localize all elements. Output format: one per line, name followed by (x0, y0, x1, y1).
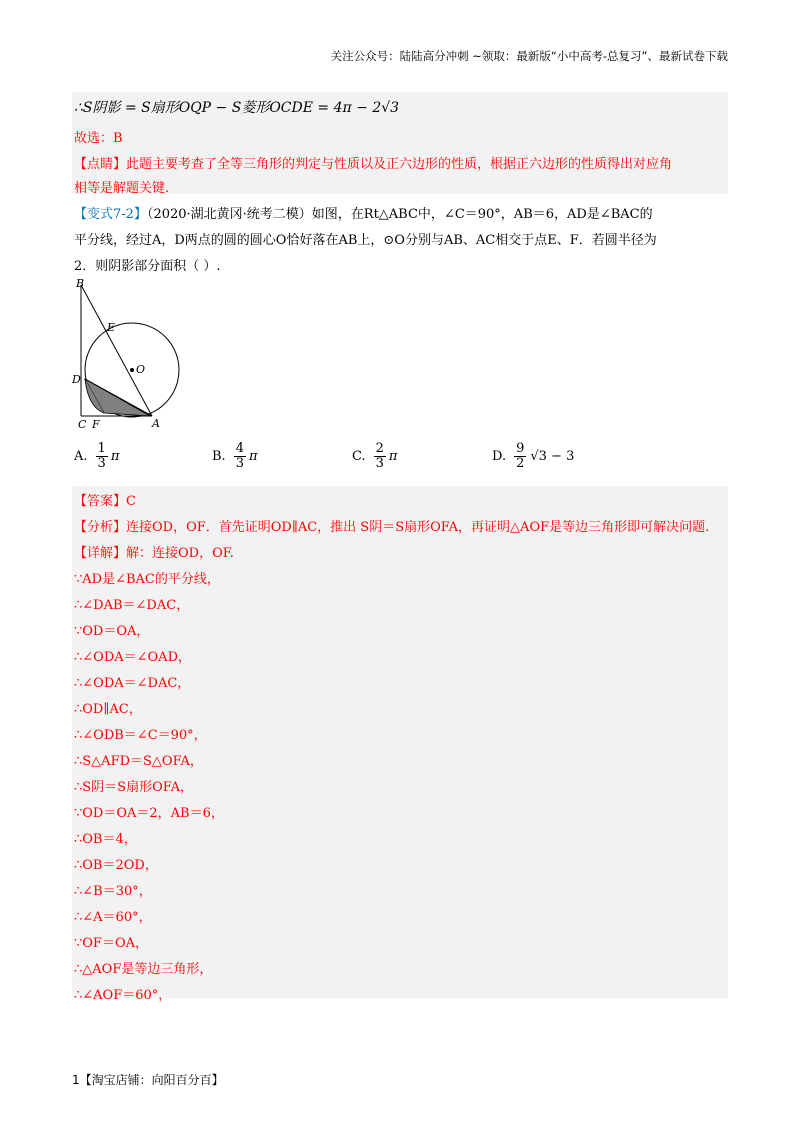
option-a-tail: π (110, 449, 120, 464)
option-a-num: 1 (97, 441, 106, 456)
detail-line: ∴S△AFD＝S△OFA， (74, 754, 203, 769)
option-c-den: 3 (375, 456, 384, 471)
detail-line: ∴S阴＝S扇形OFA， (74, 780, 194, 795)
detail-line: ∵OF＝OA， (74, 936, 148, 951)
detail-line: ∵OD＝OA＝2，AB＝6， (74, 806, 224, 821)
problem-line2: 平分线，经过A，D两点的圆的圆心O恰好落在AB上，⊙O分别与AB、AC相交于点E、F．若圆半径为 (74, 233, 657, 248)
option-b-den: 3 (235, 456, 244, 471)
option-a-den: 3 (97, 456, 106, 471)
detail-line: ∴OD∥AC， (74, 702, 142, 717)
problem-text1: （2020·湖北黄冈·统考二模）如图，在Rt△ABC中，∠C＝90°，AB＝6，AD是∠BAC的 (146, 207, 653, 222)
label-e: E (107, 321, 116, 334)
detail-line: ∴∠ODA＝∠DAC， (74, 676, 191, 691)
option-b (212, 442, 258, 471)
option-b-letter: B. (212, 449, 226, 464)
detail-line: ∴∠DAB＝∠DAC， (74, 598, 190, 613)
option-d-letter: D. (492, 449, 507, 464)
page-header: 关注公众号：陆陆高分冲刺 ~领取：最新版“小中高考-总复习”、最新试卷下载 (330, 49, 728, 63)
option-b-tail: π (248, 449, 258, 464)
option-c-tail: π (388, 449, 398, 464)
option-b-num: 4 (235, 441, 244, 456)
option-c (352, 442, 397, 471)
option-a-letter: A. (74, 449, 88, 464)
detail-line: ∴∠ODB＝∠C＝90°， (74, 728, 207, 743)
label-b: B (76, 277, 85, 290)
option-d-num: 9 (516, 441, 525, 456)
option-d-tail: √3 − 3 (530, 449, 575, 464)
problem-tag: 【变式7-2】 (74, 207, 147, 222)
previous-note-line1: 【点睛】此题主要考查了全等三角形的判定与性质以及正六边形的性质，根据正六边形的性质得出对应角 (74, 157, 673, 172)
option-d-den: 2 (516, 456, 525, 471)
label-o: O (136, 363, 146, 376)
label-d: D (72, 373, 81, 386)
label-a: A (152, 417, 160, 430)
page-footer: 1【淘宝店铺：向阳百分百】 (72, 1073, 224, 1087)
option-d (492, 442, 574, 471)
detail-line: ∴△AOF是等边三角形， (74, 962, 213, 977)
detail-line: ∴∠B＝30°， (74, 884, 152, 899)
option-c-letter: C. (352, 449, 366, 464)
analysis-line: 【分析】连接OD，OF．首先证明OD∥AC，推出 S阴＝S扇形OFA，再证明△AOF是等边三角形即可解决问题. (74, 520, 710, 535)
problem-line1 (74, 203, 653, 222)
detail-line: ∴∠AOF＝60°， (74, 988, 172, 1003)
detail-line: ∴∠ODA＝∠OAD， (74, 650, 191, 665)
detail-line: ∵OD＝OA， (74, 624, 150, 639)
detail-line: ∴∠A＝60°， (74, 910, 152, 925)
previous-note-line2: 相等是解题关键. (74, 181, 170, 196)
point-o (130, 368, 134, 372)
option-a (74, 442, 119, 471)
problem-line3: 2．则阴影部分面积（ ）. (74, 259, 221, 274)
label-c: C (78, 418, 87, 431)
detail-line: ∵AD是∠BAC的平分线， (74, 572, 220, 587)
detail-line: 【详解】解：连接OD，OF. (74, 546, 234, 561)
option-c-num: 2 (375, 441, 384, 456)
label-f: F (92, 418, 100, 431)
detail-line: ∴OB＝2OD， (74, 858, 158, 873)
previous-formula: ∴S阴影 = S扇形OQP − S菱形OCDE = 4π − 2√3 (74, 100, 400, 116)
answer-line: 【答案】C (74, 494, 136, 509)
previous-choice: 故选：B (74, 131, 123, 146)
detail-line: ∴OB＝4， (74, 832, 137, 847)
geometry-figure (68, 275, 188, 435)
